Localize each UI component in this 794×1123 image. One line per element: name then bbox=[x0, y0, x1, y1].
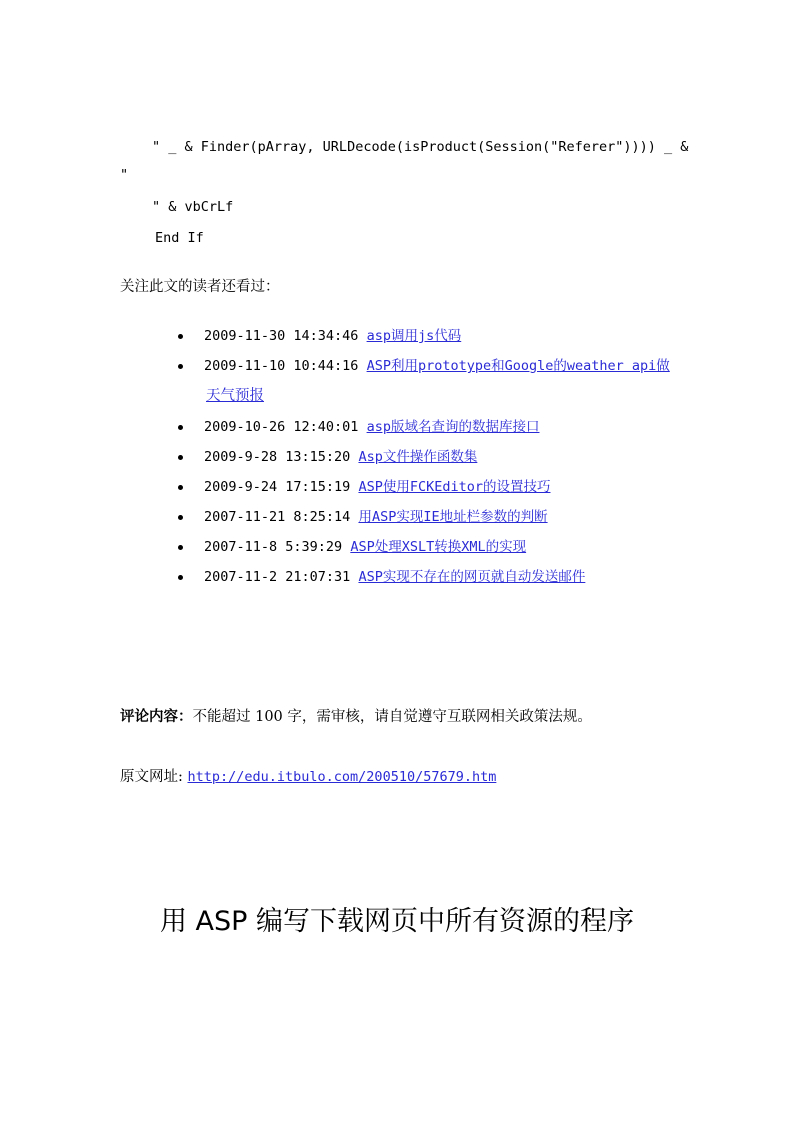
article-link[interactable]: 用ASP实现IE地址栏参数的判断 bbox=[358, 509, 548, 525]
article-link[interactable]: asp版域名查询的数据库接口 bbox=[366, 419, 540, 435]
bullet-icon bbox=[178, 575, 183, 580]
source-label: 原文网址: bbox=[120, 769, 188, 785]
code-line: " bbox=[120, 167, 129, 183]
article-link[interactable]: asp调用js代码 bbox=[366, 328, 462, 344]
bullet-icon bbox=[178, 334, 183, 339]
article-link[interactable]: ASP实现不存在的网页就自动发送邮件 bbox=[358, 569, 586, 585]
code-line: " & vbCrLf bbox=[152, 199, 234, 215]
source-url-link[interactable]: http://edu.itbulo.com/200510/57679.htm bbox=[187, 769, 497, 785]
comment-text: 不能超过 100 字，需审核，请自觉遵守互联网相关政策法规。 bbox=[192, 709, 592, 725]
article-link[interactable]: ASP处理XSLT转换XML的实现 bbox=[350, 539, 527, 555]
code-line: End If bbox=[155, 230, 204, 246]
comment-label: 评论内容： bbox=[120, 708, 193, 725]
article-date: 2007-11-2 21:07:31 bbox=[204, 569, 351, 585]
article-date: 2009-9-24 17:15:19 bbox=[204, 479, 351, 495]
article-date: 2009-11-10 10:44:16 bbox=[204, 358, 359, 374]
bullet-icon bbox=[178, 485, 183, 490]
comment-note bbox=[120, 707, 592, 727]
article-link[interactable]: ASP使用FCKEditor的设置技巧 bbox=[358, 479, 551, 495]
related-heading: 关注此文的读者还看过： bbox=[120, 279, 280, 295]
article-link[interactable]: 天气预报 bbox=[206, 388, 264, 404]
code-line: " _ & Finder(pArray, URLDecode(isProduct(Session("Referer")))) _ & bbox=[152, 139, 689, 155]
bullet-icon bbox=[178, 425, 183, 430]
bullet-icon bbox=[178, 545, 183, 550]
source-line bbox=[120, 767, 496, 787]
article-link[interactable]: ASP利用prototype和Google的weather api做 bbox=[366, 358, 670, 374]
article-date: 2009-11-30 14:34:46 bbox=[204, 328, 359, 344]
article-date: 2009-9-28 13:15:20 bbox=[204, 449, 351, 465]
bullet-icon bbox=[178, 455, 183, 460]
bullet-icon bbox=[178, 364, 183, 369]
article-link[interactable]: Asp文件操作函数集 bbox=[358, 449, 478, 465]
article-date: 2007-11-21 8:25:14 bbox=[204, 509, 351, 525]
bullet-icon bbox=[178, 515, 183, 520]
article-date: 2009-10-26 12:40:01 bbox=[204, 419, 359, 435]
article-date: 2007-11-8 5:39:29 bbox=[204, 539, 343, 555]
next-article-title: 用 ASP 编写下载网页中所有资源的程序 bbox=[159, 906, 635, 937]
